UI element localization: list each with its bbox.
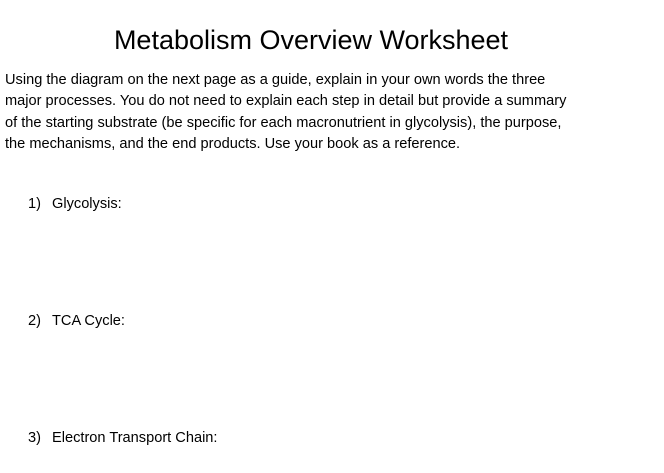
instructions-line: of the starting substrate (be specific for each macronutrient in glycolysis), the purpose, <box>5 114 562 131</box>
page-title: Metabolism Overview Worksheet <box>113 25 509 55</box>
instructions-line: Using the diagram on the next page as a guide, explain in your own words the three <box>5 72 546 88</box>
instructions-line: major processes. You do not need to explain each step in detail but provide a summary <box>5 93 567 110</box>
question-tca-cycle <box>28 311 125 331</box>
question-number: 2) <box>28 313 41 329</box>
question-number: 1) <box>28 196 41 212</box>
question-electron-transport-chain <box>28 428 217 448</box>
question-label: Electron Transport Chain: <box>52 430 218 446</box>
question-label: Glycolysis: <box>52 196 122 212</box>
instructions-line: the mechanisms, and the end products. Use your book as a reference. <box>5 135 461 152</box>
instructions-paragraph <box>5 70 655 155</box>
question-number: 3) <box>28 430 41 446</box>
question-glycolysis <box>28 194 122 214</box>
question-label: TCA Cycle: <box>52 313 125 329</box>
